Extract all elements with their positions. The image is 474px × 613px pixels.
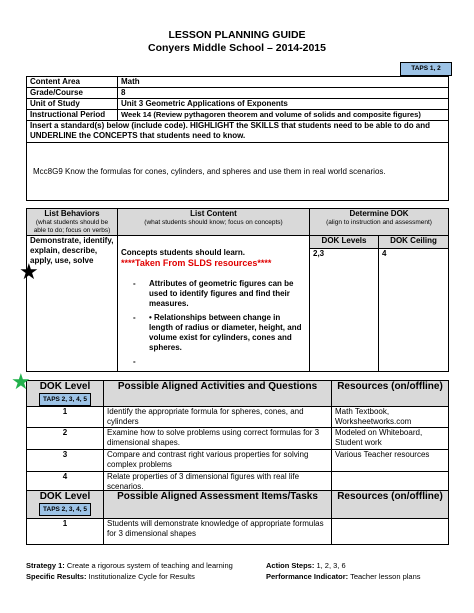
- dok-ceiling-header: DOK Ceiling: [379, 236, 449, 249]
- dok-subheader: (align to instruction and assessment): [326, 219, 432, 226]
- assessment-table: [26, 490, 449, 545]
- dok-level-cell: 2: [27, 428, 104, 450]
- info-value: Math: [118, 77, 449, 88]
- content-subheader: (what students should know; focus on concepts): [144, 219, 283, 226]
- dok-level-cell: 4: [27, 472, 104, 494]
- dok-levels-header: DOK Levels: [310, 236, 379, 249]
- page-title: LESSON PLANNING GUIDE: [168, 29, 306, 41]
- assessment-resources-header: Resources (on/offline): [332, 491, 449, 519]
- concept-list: [121, 279, 306, 367]
- info-label: Grade/Course: [27, 88, 118, 99]
- taps-badge-top: TAPS 1, 2: [400, 62, 452, 76]
- dok-level-cell: 1: [27, 407, 104, 428]
- dok-header: Determine DOK: [349, 209, 409, 218]
- dok-level-cell: 1: [27, 519, 104, 545]
- activity-text: Compare and contrast right various properties for solving complex problems: [104, 450, 332, 472]
- assessment-text: Students will demonstrate knowledge of appropriate formulas for 3 dimensional shapes: [104, 519, 332, 545]
- footer-action-steps: [266, 560, 346, 571]
- taps-badge: TAPS 2, 3, 4, 5: [39, 393, 91, 406]
- strategy-value: Create a rigorous system of teaching and learning: [66, 561, 233, 570]
- behaviors-subheader: (what students should be able to do; focus on verbs): [33, 219, 111, 234]
- perf-value: Teacher lesson plans: [350, 572, 421, 581]
- dok-levels-value: 2,3: [310, 248, 379, 371]
- footer-performance: [266, 571, 421, 582]
- content-header: List Content: [190, 209, 237, 218]
- footer-results: [26, 571, 195, 582]
- info-value: Unit 3 Geometric Applications of Exponents: [118, 99, 449, 110]
- activity-text: Relate properties of 3 dimensional figures with real life scenarios.: [104, 472, 332, 494]
- activities-dok-header: DOK Level: [39, 381, 91, 392]
- dok-ceiling-value: 4: [379, 248, 449, 371]
- assessment-resource: [332, 519, 449, 545]
- results-value: Institutionalize Cycle for Results: [88, 572, 195, 581]
- behavior-verbs: Demonstrate, identify, explain, describe, apply, use, solve: [27, 236, 118, 372]
- page-subtitle: Conyers Middle School – 2014-2015: [148, 42, 326, 54]
- assessment-header: Possible Aligned Assessment Items/Tasks: [104, 491, 332, 519]
- activity-resource: Math Textbook, Worksheetworks.com: [332, 407, 449, 428]
- concepts-source: ****Taken From SLDS resources****: [121, 258, 272, 268]
- strategy-label: Strategy 1:: [26, 561, 65, 570]
- info-label: Unit of Study: [27, 99, 118, 110]
- concept-item: - • Relationships between change in length of radius or diameter, height, and volume exist for cylinders, cones and spheres.: [133, 313, 302, 352]
- concept-item-empty: -: [133, 357, 136, 366]
- activity-text: Identify the appropriate formula for spheres, cones, and cylinders: [104, 407, 332, 428]
- standard-instruction: Insert a standard(s) below (include code). HIGHLIGHT the SKILLS that students need to be able to do and UNDERLINE the CONCEPTS that students need to know.: [27, 121, 449, 143]
- activities-table: [26, 380, 449, 494]
- behaviors-header: List Behaviors: [44, 209, 100, 218]
- info-value: 8: [118, 88, 449, 99]
- perf-label: Performance Indicator:: [266, 572, 349, 581]
- behaviors-table: [26, 208, 449, 372]
- star-icon-black: ★: [19, 259, 39, 284]
- activities-resources-header: Resources (on/offline): [332, 381, 449, 407]
- action-value: 1, 2, 3, 6: [316, 561, 346, 570]
- info-table: [26, 76, 449, 201]
- activity-resource: Various Teacher resources: [332, 450, 449, 472]
- info-value: Week 14 (Review pythagoren theorem and volume of solids and composite figures): [118, 110, 449, 121]
- taps-badge: TAPS 2, 3, 4, 5: [39, 503, 91, 516]
- concept-item: - Attributes of geometric figures can be used to identify figures and find their measures.: [133, 279, 294, 308]
- activity-text: Examine how to solve problems using correct formulas for 3 dimensional shapes.: [104, 428, 332, 450]
- activities-header: Possible Aligned Activities and Questions: [104, 381, 332, 407]
- star-icon-green: ★: [11, 369, 31, 394]
- footer-strategy: [26, 560, 233, 571]
- info-label: Content Area: [27, 77, 118, 88]
- dok-level-cell: 3: [27, 450, 104, 472]
- assessment-dok-header: DOK Level: [39, 491, 91, 502]
- results-label: Specific Results:: [26, 572, 87, 581]
- info-label: Instructional Period: [27, 110, 118, 121]
- activity-resource: Modeled on Whiteboard, Student work: [332, 428, 449, 450]
- concepts-heading: Concepts students should learn.: [121, 248, 246, 257]
- standard-text: Mcc8G9 Know the formulas for cones, cylinders, and spheres and use them in real world scenarios.: [27, 143, 449, 201]
- action-label: Action Steps:: [266, 561, 315, 570]
